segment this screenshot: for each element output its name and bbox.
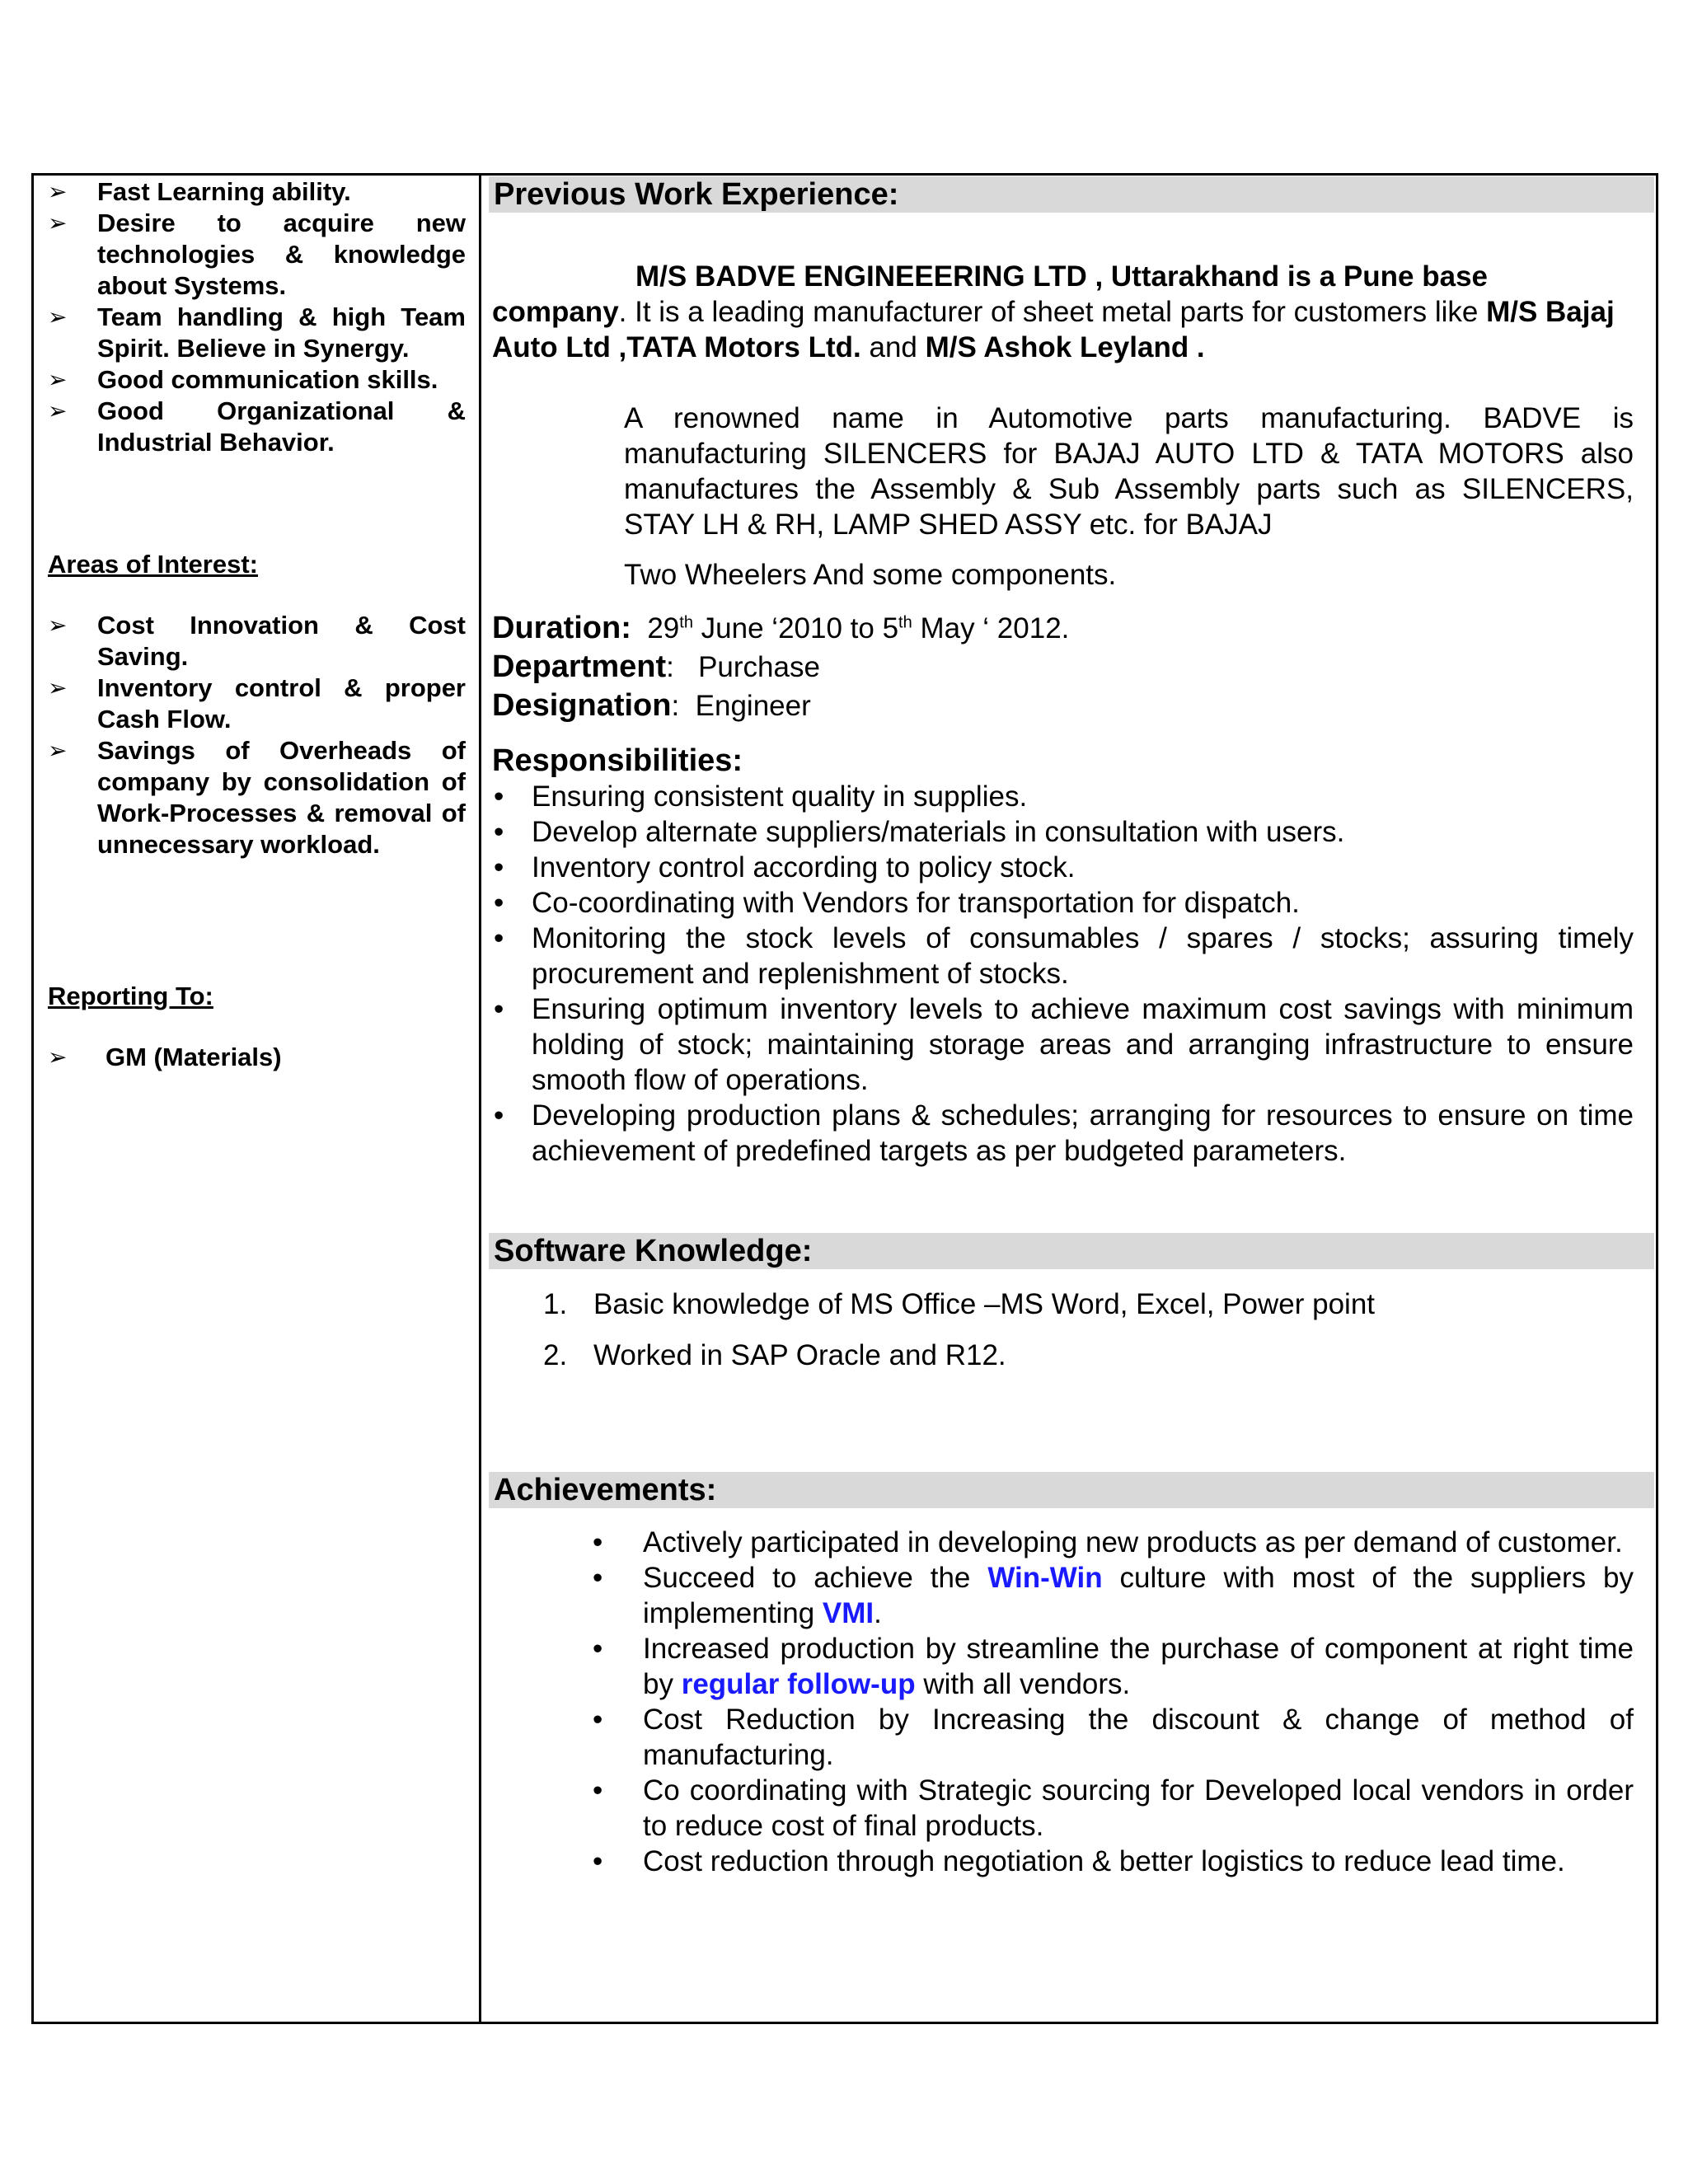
interests-list [48,610,466,860]
list-item: • Ensuring consistent quality in supplies. [494,780,1028,813]
bullet-icon: • [593,1704,603,1736]
list-item: • Increased production by streamline the purchase of component at right time by regular follow-up with all vendors. [593,1633,1634,1700]
list-item: ➢ GM (Materials) [48,1043,282,1071]
arrow-bullet-icon: ➢ [48,179,68,204]
bullet-icon: • [593,1526,603,1558]
company-paragraph-2: Two Wheelers And some components. [624,559,1117,591]
arrow-bullet-icon: ➢ [48,612,68,638]
previous-work-experience-heading: Previous Work Experience: [489,176,1654,213]
bullet-icon: • [494,780,504,813]
responsibilities-list [492,779,1642,1169]
list-item: • Co coordinating with Strategic sourcing for Developed local vendors in order to reduce cost of final products. [593,1774,1634,1842]
list-item: • Cost reduction through negotiation & better logistics to reduce lead time. [593,1845,1565,1877]
left-column [48,176,466,1073]
arrow-bullet-icon: ➢ [48,367,68,392]
list-item: • Ensuring optimum inventory levels to achieve maximum cost savings with minimum holding of stock; maintaining storage areas and arranging infrastructure to ensure smooth flow of operations. [494,993,1634,1096]
list-item: • Develop alternate suppliers/materials in consultation with users. [494,816,1345,848]
list-item: • Inventory control according to policy stock. [494,851,1076,883]
list-item: ➢ Savings of Overheads of company by consolidation of Work-Processes & removal of unnecessary workload. [48,736,466,859]
achievements-list [492,1525,1642,1879]
bullet-icon: • [494,887,504,919]
list-item: ➢ Team handling & high Team Spirit. Believe in Synergy. [48,302,466,363]
list-item: 2. Worked in SAP Oracle and R12. [543,1339,1006,1371]
list-item: ➢ Good Organizational & Industrial Behavior. [48,396,466,457]
list-item: • Monitoring the stock levels of consumables / spares / stocks; assuring timely procurement and replenishment of stocks. [494,922,1634,990]
software-knowledge-heading: Software Knowledge: [489,1233,1654,1269]
duration-row: Duration: 29th June ‘2010 to 5th May ‘ 2012. [492,611,1070,645]
list-item: ➢ Desire to acquire new technologies & knowledge about Systems. [48,209,466,300]
reporting-to-title: Reporting To: [48,982,213,1010]
bullet-icon: • [494,993,504,1025]
list-item: • Developing production plans & schedules; arranging for resources to ensure on time achievement of predefined targets as per budgeted parameters. [494,1099,1634,1167]
bullet-icon: • [593,1633,603,1665]
bullet-icon: • [593,1845,603,1877]
achievements-heading: Achievements: [489,1472,1654,1508]
department-row: Department: Purchase [492,649,820,684]
bullet-icon: • [494,922,504,954]
designation-row: Designation: Engineer [492,688,811,723]
list-item: • Cost Reduction by Increasing the discount & change of method of manufacturing. [593,1704,1634,1771]
list-item: • Co-coordinating with Vendors for transportation for dispatch. [494,887,1300,919]
column-divider [479,173,481,2024]
bullet-icon: • [494,851,504,883]
list-item: ➢ Fast Learning ability. [48,177,351,206]
arrow-bullet-icon: ➢ [48,738,68,763]
bullet-icon: • [494,1099,504,1132]
arrow-bullet-icon: ➢ [48,675,68,701]
skills-list [48,176,466,458]
reporting-list [48,1042,466,1073]
list-item: ➢ Good communication skills. [48,365,438,394]
job-details [492,609,1642,725]
list-item: ➢ Inventory control & proper Cash Flow. [48,673,466,733]
company-description: company. It is a leading manufacturer of sheet metal parts for customers like M/S Bajaj Auto Ltd ,TATA Motors Ltd. and M/S Ashok Leyland . [492,296,1615,363]
areas-of-interest-title: Areas of Interest: [48,550,258,579]
arrow-bullet-icon: ➢ [48,1044,68,1070]
bullet-icon: • [494,816,504,848]
list-item: • Succeed to achieve the Win-Win culture with most of the suppliers by implementing VMI. [593,1562,1634,1629]
company-line: M/S BADVE ENGINEEERING LTD , Uttarakhand is a Pune base [635,260,1489,293]
arrow-bullet-icon: ➢ [48,210,68,236]
software-list [492,1279,1642,1381]
list-item: ➢ Cost Innovation & Cost Saving. [48,611,466,671]
right-column [492,176,1642,1879]
bullet-icon: • [593,1774,603,1807]
arrow-bullet-icon: ➢ [48,398,68,424]
arrow-bullet-icon: ➢ [48,304,68,330]
responsibilities-heading: Responsibilities: [492,743,743,778]
bullet-icon: • [593,1562,603,1594]
list-item: • Actively participated in developing new products as per demand of customer. [593,1526,1623,1558]
list-item: 1. Basic knowledge of MS Office –MS Word, Excel, Power point [543,1288,1376,1320]
company-paragraph: A renowned name in Automotive parts manufacturing. BADVE is manufacturing SILENCERS for BAJAJ AUTO LTD & TATA MOTORS also manufactures the Assembly & Sub Assembly parts such as SILENCERS, STAY LH & RH, LAMP SHED ASSY etc. for BAJAJ [624,402,1634,541]
